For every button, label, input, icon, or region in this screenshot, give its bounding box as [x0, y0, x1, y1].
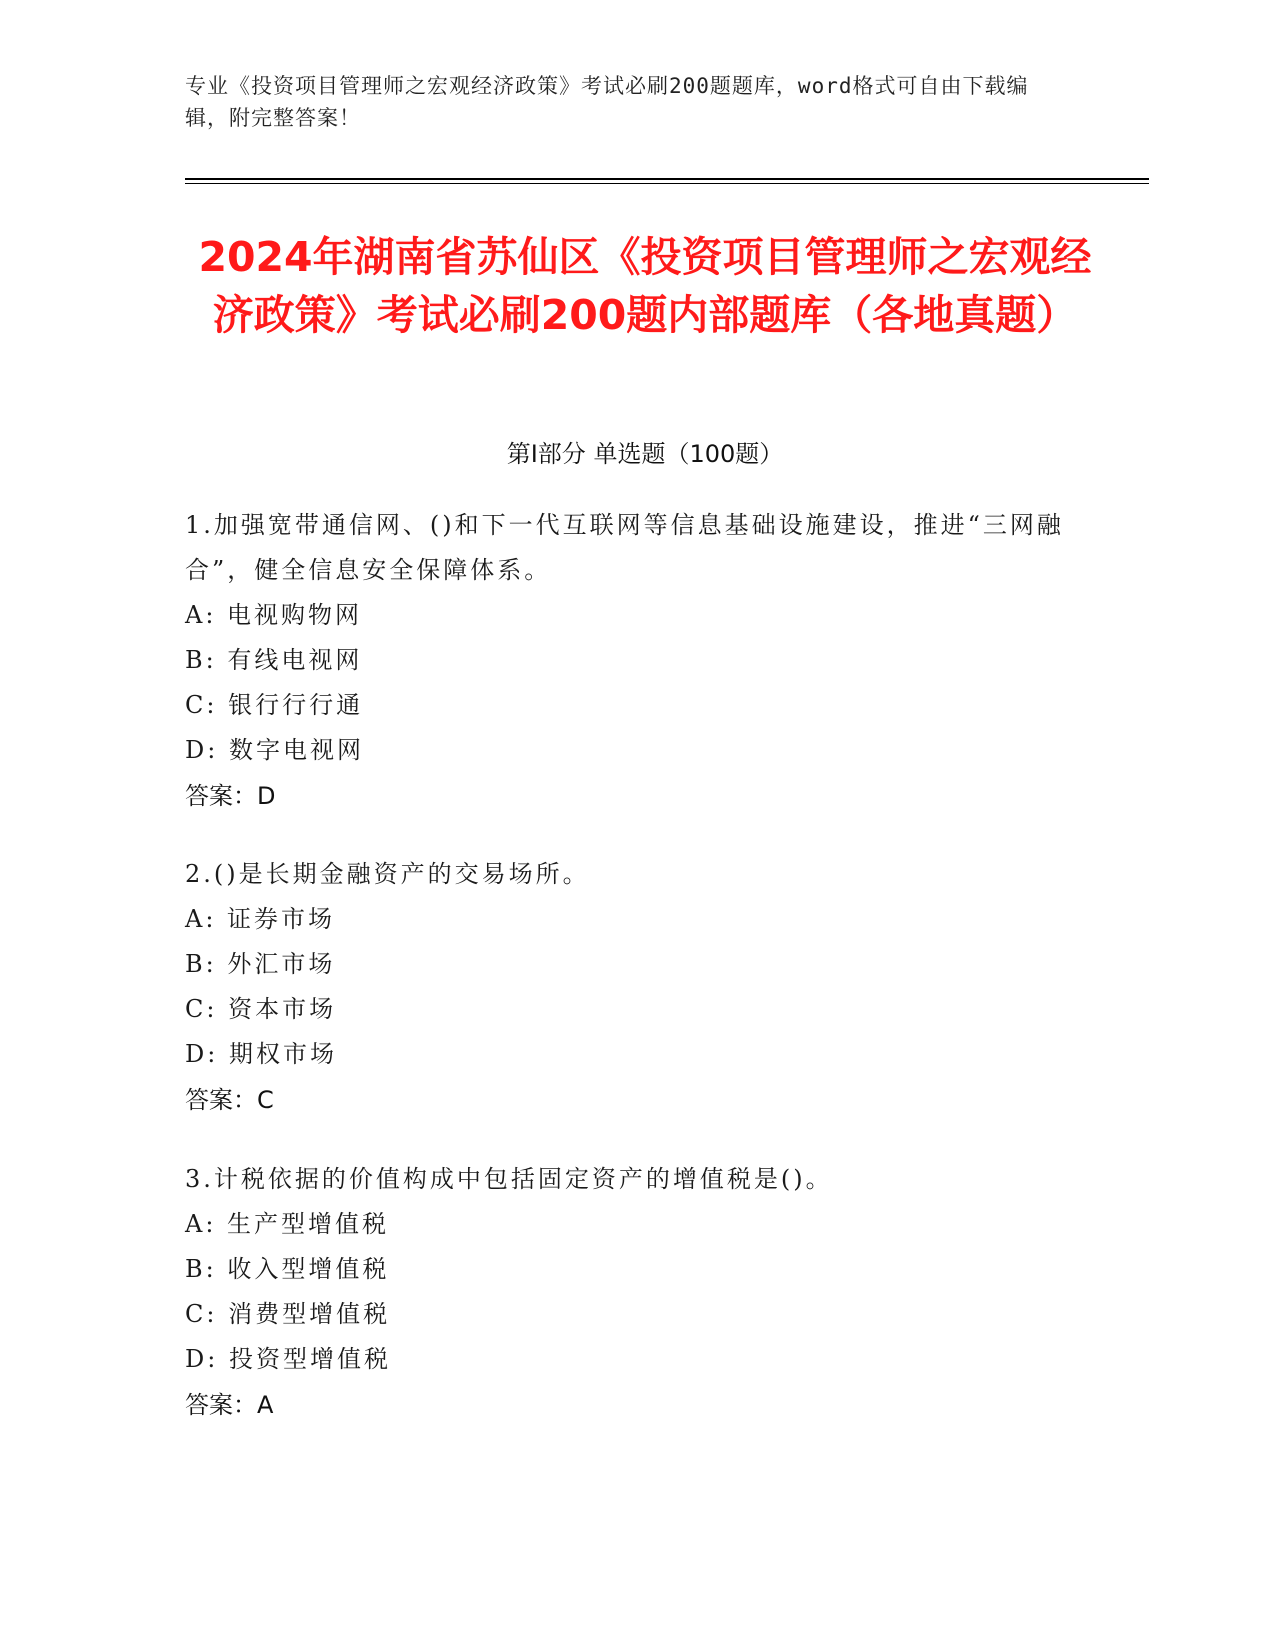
option-b: B: 外汇市场	[185, 950, 336, 978]
header-rule-thin	[185, 183, 1149, 184]
answer: 答案：D	[185, 782, 276, 810]
question-item	[185, 852, 1065, 1123]
option-d: D: 期权市场	[185, 1040, 337, 1068]
answer: 答案：C	[185, 1086, 274, 1114]
option-a: A: 证券市场	[185, 905, 336, 933]
section-title: 第Ⅰ部分 单选题（100题）	[506, 440, 784, 468]
question-stem: 3.计税依据的价值构成中包括固定资产的增值税是()。	[185, 1165, 833, 1193]
option-a: A: 电视购物网	[185, 601, 363, 629]
question-item	[185, 503, 1065, 819]
option-c: C: 消费型增值税	[185, 1300, 391, 1328]
document-title: 2024年湖南省苏仙区《投资项目管理师之宏观经济政策》考试必刷200题内部题库（各地真题）	[198, 233, 1092, 339]
option-c: C: 资本市场	[185, 995, 337, 1023]
question-stem: 2.()是长期金融资产的交易场所。	[185, 860, 590, 888]
answer: 答案：A	[185, 1391, 274, 1419]
question-stem: 1.加强宽带通信网、()和下一代互联网等信息基础设施建设，推进“三网融合”，健全信息安全保障体系。	[185, 511, 1064, 584]
option-d: D: 投资型增值税	[185, 1345, 391, 1373]
option-a: A: 生产型增值税	[185, 1210, 390, 1238]
option-d: D: 数字电视网	[185, 736, 364, 764]
option-b: B: 收入型增值税	[185, 1255, 390, 1283]
option-c: C: 银行行行通	[185, 691, 364, 719]
header-note: 专业《投资项目管理师之宏观经济政策》考试必刷200题题库，word格式可自由下载编辑，附完整答案！	[185, 74, 1029, 130]
header-rule	[185, 178, 1149, 180]
question-item	[185, 1157, 1065, 1428]
option-b: B: 有线电视网	[185, 646, 363, 674]
